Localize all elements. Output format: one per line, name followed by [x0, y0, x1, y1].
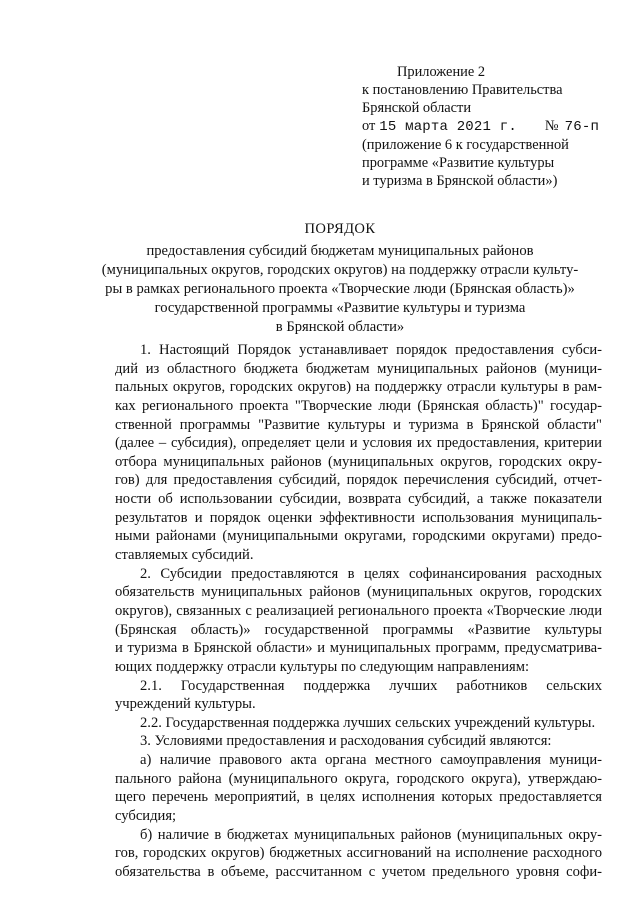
- document-body: [115, 341, 602, 882]
- body-line: б) наличие в бюджетах муниципальных районов (муниципальных окру-: [140, 826, 602, 843]
- title-line: государственной программы «Развитие культуры и туризма: [154, 300, 526, 316]
- title-line: в Брянской области»: [275, 319, 405, 335]
- body-line: 2.2. Государственная поддержка лучших сельских учреждений культуры.: [140, 714, 596, 731]
- body-line: субсидия;: [115, 808, 177, 825]
- body-line: дий из областного бюджета бюджетам муниципальных районов (муници-: [115, 360, 602, 377]
- appendix-line: программе «Развитие культуры: [362, 155, 555, 171]
- body-line: обязательства в объеме, рассчитанном с учетом предельного уровня софи-: [115, 863, 602, 880]
- body-line: ственной программы "Развитие культуры и туризма в Брянской области": [115, 416, 602, 433]
- body-line: ющих поддержку отрасли культуры по следующим направлениям:: [115, 658, 530, 675]
- body-line: щего перечень мероприятий, в целях исполнения которых предоставляется: [115, 789, 602, 806]
- appendix-date-row: [362, 117, 622, 136]
- body-line: 2. Субсидии предоставляются в целях софинансирования расходных: [140, 565, 602, 582]
- appendix-line: (приложение 6 к государственной: [362, 137, 569, 153]
- body-line: результатов и порядок оценки эффективности использования муниципаль-: [115, 509, 602, 526]
- title-line: (муниципальных округов, городских округов) на поддержку отрасли культу-: [101, 262, 579, 278]
- body-line: а) наличие правового акта органа местного самоуправления муници-: [140, 752, 602, 769]
- title-line: ры в рамках регионального проекта «Творческие люди (Брянская область)»: [105, 281, 575, 297]
- body-line: отбора муниципальных районов (муниципальных округов, городских окру-: [115, 453, 602, 470]
- appendix-block: [362, 63, 622, 190]
- body-line: ными районами (муниципальными округами, городскими округами) предо-: [115, 528, 602, 545]
- appendix-title: Приложение 2: [397, 64, 486, 80]
- handwritten-date: 15 марта 2021 г.: [379, 119, 517, 135]
- body-line: ставляемых субсидий.: [115, 547, 254, 564]
- title-line: предоставления субсидий бюджетам муниципальных районов: [146, 243, 534, 259]
- body-line: гов, городских округов) бюджетных ассигнований на исполнение расходного: [115, 845, 602, 862]
- body-line: 1. Настоящий Порядок устанавливает порядок предоставления субси-: [140, 342, 602, 358]
- body-line: (Брянская область)» государственной программы «Развитие культуры: [115, 621, 602, 638]
- body-line: пальных округов, городских округов) на поддержку отрасли культуры в рам-: [115, 379, 602, 396]
- body-line: обязательств муниципальных районов (муниципальных округов, городских: [115, 584, 602, 601]
- title-heading: ПОРЯДОК: [304, 221, 376, 237]
- body-line: пального района (муниципального округа, городского округа), утверждаю-: [115, 770, 602, 787]
- body-line: 2.1. Государственная поддержка лучших работников сельских: [140, 677, 602, 694]
- body-line: округов), связанных с реализацией регионального проекта «Творческие люди: [115, 602, 602, 619]
- document-title: [80, 220, 600, 337]
- body-line: 3. Условиями предоставления и расходования субсидий являются:: [140, 733, 552, 750]
- body-line: (далее – субсидия), определяет цели и условия их предоставления, критерии: [115, 435, 602, 452]
- body-line: учреждений культуры.: [115, 696, 256, 713]
- number-label: №: [544, 118, 559, 134]
- handwritten-number: 76-п: [564, 119, 600, 135]
- appendix-line: к постановлению Правительства: [362, 82, 563, 98]
- body-line: и туризма в Брянской области» и муниципальных программ, предусматрива-: [115, 640, 602, 657]
- body-line: гов) для предоставления субсидий, порядок перечисления субсидий, отчет-: [115, 472, 602, 489]
- appendix-line: и туризма в Брянской области»): [362, 173, 558, 189]
- body-line: ках регионального проекта "Творческие люди (Брянская область)" государ-: [115, 397, 602, 414]
- body-line: ности об использовании субсидии, возврата субсидий, а также показатели: [115, 491, 602, 508]
- appendix-line: Брянской области: [362, 100, 472, 116]
- date-prefix: от: [362, 118, 376, 134]
